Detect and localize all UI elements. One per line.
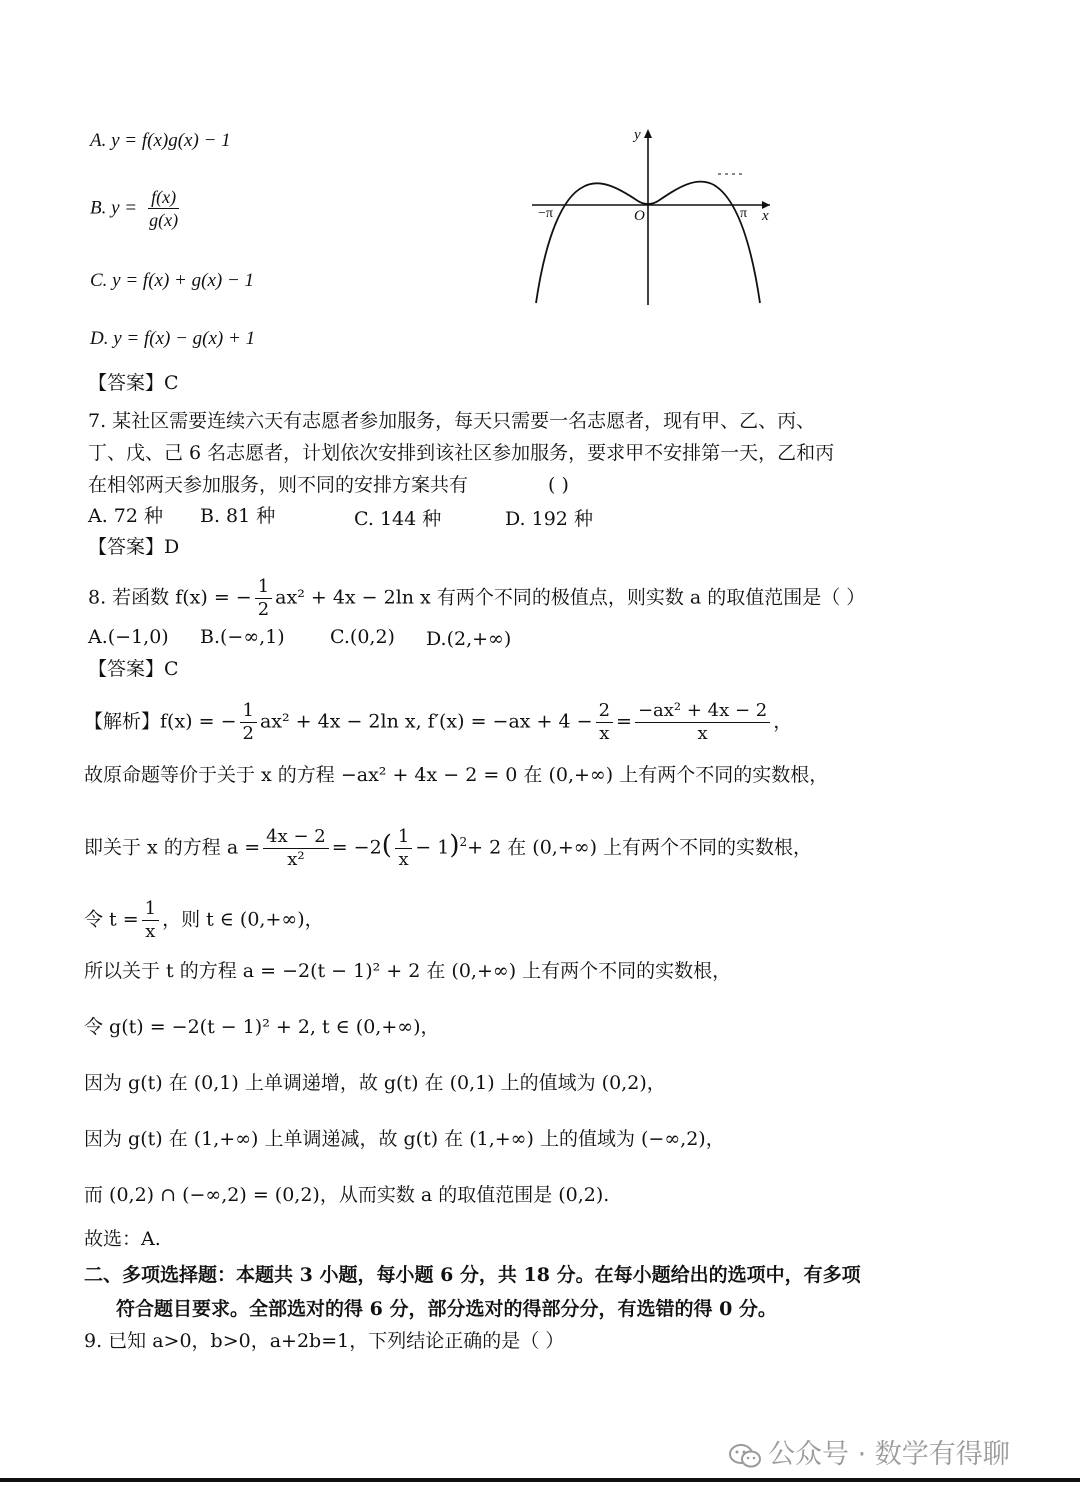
- wechat-icon: [728, 1443, 762, 1469]
- solution-3a: 即关于 x 的方程 a =: [84, 836, 261, 859]
- q7-answer-paren: ( ): [548, 474, 569, 496]
- q6-option-d: D. y = f(x) − g(x) + 1: [90, 328, 256, 349]
- solution-line-2: 故原命题等价于关于 x 的方程 −ax² + 4x − 2 = 0 在 (0,+∞) 上有两个不同的实数根，: [84, 764, 829, 786]
- solution-1-frac1-den: 2: [242, 723, 254, 744]
- solution-1-end: ，: [773, 710, 793, 733]
- bottom-rule: [0, 1478, 1080, 1482]
- solution-line-5: 所以关于 t 的方程 a = −2(t − 1)² + 2 在 (0,+∞) 上有两个不同的实数根，: [84, 960, 732, 982]
- q8-stem-frac-num: 1: [255, 576, 272, 599]
- q8-option-a: A.(−1,0): [88, 626, 169, 648]
- solution-3b: = −2: [331, 836, 382, 859]
- solution-1-frac2-den: x: [599, 723, 610, 744]
- solution-4a: 令 t =: [84, 908, 139, 931]
- solution-1-frac1: [240, 700, 257, 745]
- solution-1-frac1-num: 1: [240, 700, 257, 723]
- q7-option-a: A. 72 种: [88, 505, 164, 527]
- solution-1c: =: [616, 710, 632, 733]
- q6-option-c: C. y = f(x) + g(x) − 1: [90, 270, 255, 291]
- pi-label: π: [740, 206, 748, 221]
- q9-stem: 9. 已知 a>0，b>0，a+2b=1，下列结论正确的是（ ）: [84, 1330, 565, 1352]
- solution-1-frac3-den: x: [697, 723, 708, 744]
- q6-option-b-denominator: g(x): [149, 210, 179, 230]
- q8-stem-end: ax² + 4x − 2ln x 有两个不同的极值点，则实数 a 的取值范围是（ ）: [275, 586, 866, 609]
- solution-line-8: 因为 g(t) 在 (1,+∞) 上单调递减，故 g(t) 在 (1,+∞) 上的值域为 (−∞,2)，: [84, 1128, 725, 1150]
- solution-3-inner-den: x: [398, 849, 409, 870]
- section2-heading-line2: 符合题目要求。全部选对的得 6 分，部分选对的得部分分，有选错的得 0 分。: [116, 1298, 777, 1320]
- solution-1a: f(x) = −: [160, 710, 237, 733]
- solution-4-frac: [142, 898, 159, 943]
- q7-option-d: D. 192 种: [505, 508, 593, 530]
- solution-line-1: [84, 700, 792, 745]
- solution-line-10: 故选：A.: [84, 1228, 161, 1250]
- solution-1-frac3-num: −ax² + 4x − 2: [635, 700, 770, 723]
- q8-stem-frac-den: 2: [257, 599, 270, 620]
- solution-1b: ax² + 4x − 2ln x, f′(x) = −ax + 4 −: [259, 710, 593, 733]
- q7-stem-line1: 7. 某社区需要连续六天有志愿者参加服务，每天只需要一名志愿者，现有甲、乙、丙、: [88, 410, 816, 432]
- solution-line-3: 即关于 x 的方程 a = $\frac{4x - 2}{\text{x²}}$ = −2( $\frac{1}{x}$ − 1)$^2$+ 2 在 (0,+∞) 上有两个不同的实数根，: [84, 826, 813, 870]
- solution-1-frac3: [635, 700, 770, 745]
- q8-stem-start: 8. 若函数 f(x) = −: [88, 586, 252, 609]
- solution-1-frac2: [596, 700, 613, 745]
- neg-pi-label: −π: [538, 206, 553, 221]
- q8-stem: [88, 576, 865, 621]
- x-label: x: [762, 208, 769, 224]
- q6-option-a: A. y = f(x)g(x) − 1: [90, 130, 231, 151]
- q6-option-b: [90, 186, 184, 231]
- q7-option-b: B. 81 种: [200, 505, 276, 527]
- q8-answer: 【答案】C: [88, 658, 179, 680]
- solution-label: 【解析】: [84, 710, 161, 733]
- solution-4-frac-den: x: [145, 921, 156, 942]
- solution-3-frac-den: x²: [287, 849, 305, 870]
- q6-option-b-numerator: f(x): [148, 186, 179, 209]
- solution-3-frac: [263, 826, 329, 871]
- watermark: [728, 1432, 1010, 1471]
- section2-heading-line1: 二、多项选择题：本题共 3 小题，每小题 6 分，共 18 分。在每小题给出的选项中，有多项: [84, 1264, 861, 1286]
- q7-answer: 【答案】D: [88, 536, 180, 558]
- y-label: y: [634, 127, 641, 143]
- solution-4b: ，则 t ∈ (0,+∞)，: [162, 908, 324, 931]
- q7-stem-line3: 在相邻两天参加服务，则不同的安排方案共有: [88, 474, 469, 496]
- q7-stem-line2: 丁、戊、己 6 名志愿者，计划依次安排到该社区参加服务，要求甲不安排第一天，乙和丙: [88, 442, 835, 464]
- solution-4-frac-num: 1: [142, 898, 159, 921]
- solution-line-4: [84, 898, 324, 943]
- solution-line-7: 因为 g(t) 在 (0,1) 上单调递增，故 g(t) 在 (0,1) 上的值域为 (0,2)，: [84, 1072, 666, 1094]
- solution-3-inner-num: 1: [395, 826, 412, 849]
- q8-option-b: B.(−∞,1): [200, 626, 285, 648]
- solution-3c: + 2 在 (0,+∞) 上有两个不同的实数根，: [467, 836, 813, 859]
- y-axis-arrow: [644, 129, 652, 138]
- solution-line-6: 令 g(t) = −2(t − 1)² + 2, t ∈ (0,+∞)，: [84, 1016, 440, 1038]
- origin-label: O: [634, 208, 645, 224]
- q6-answer: 【答案】C: [88, 372, 179, 394]
- q6-option-b-label: B. y =: [90, 197, 138, 219]
- q8-stem-fraction: [255, 576, 272, 621]
- solution-3-frac-num: 4x − 2: [263, 826, 329, 849]
- solution-1-frac2-num: 2: [596, 700, 613, 723]
- function-graph: [528, 125, 778, 310]
- q8-option-d: D.(2,+∞): [426, 628, 512, 650]
- solution-line-9: 而 (0,2) ∩ (−∞,2) = (0,2)，从而实数 a 的取值范围是 (0,2).: [84, 1184, 610, 1206]
- watermark-text: 公众号 · 数学有得聊: [768, 1439, 1010, 1470]
- solution-3-inner-frac: [395, 826, 412, 871]
- q6-option-b-fraction: [146, 186, 181, 231]
- q8-option-c: C.(0,2): [330, 626, 395, 648]
- q7-option-c: C. 144 种: [354, 508, 442, 530]
